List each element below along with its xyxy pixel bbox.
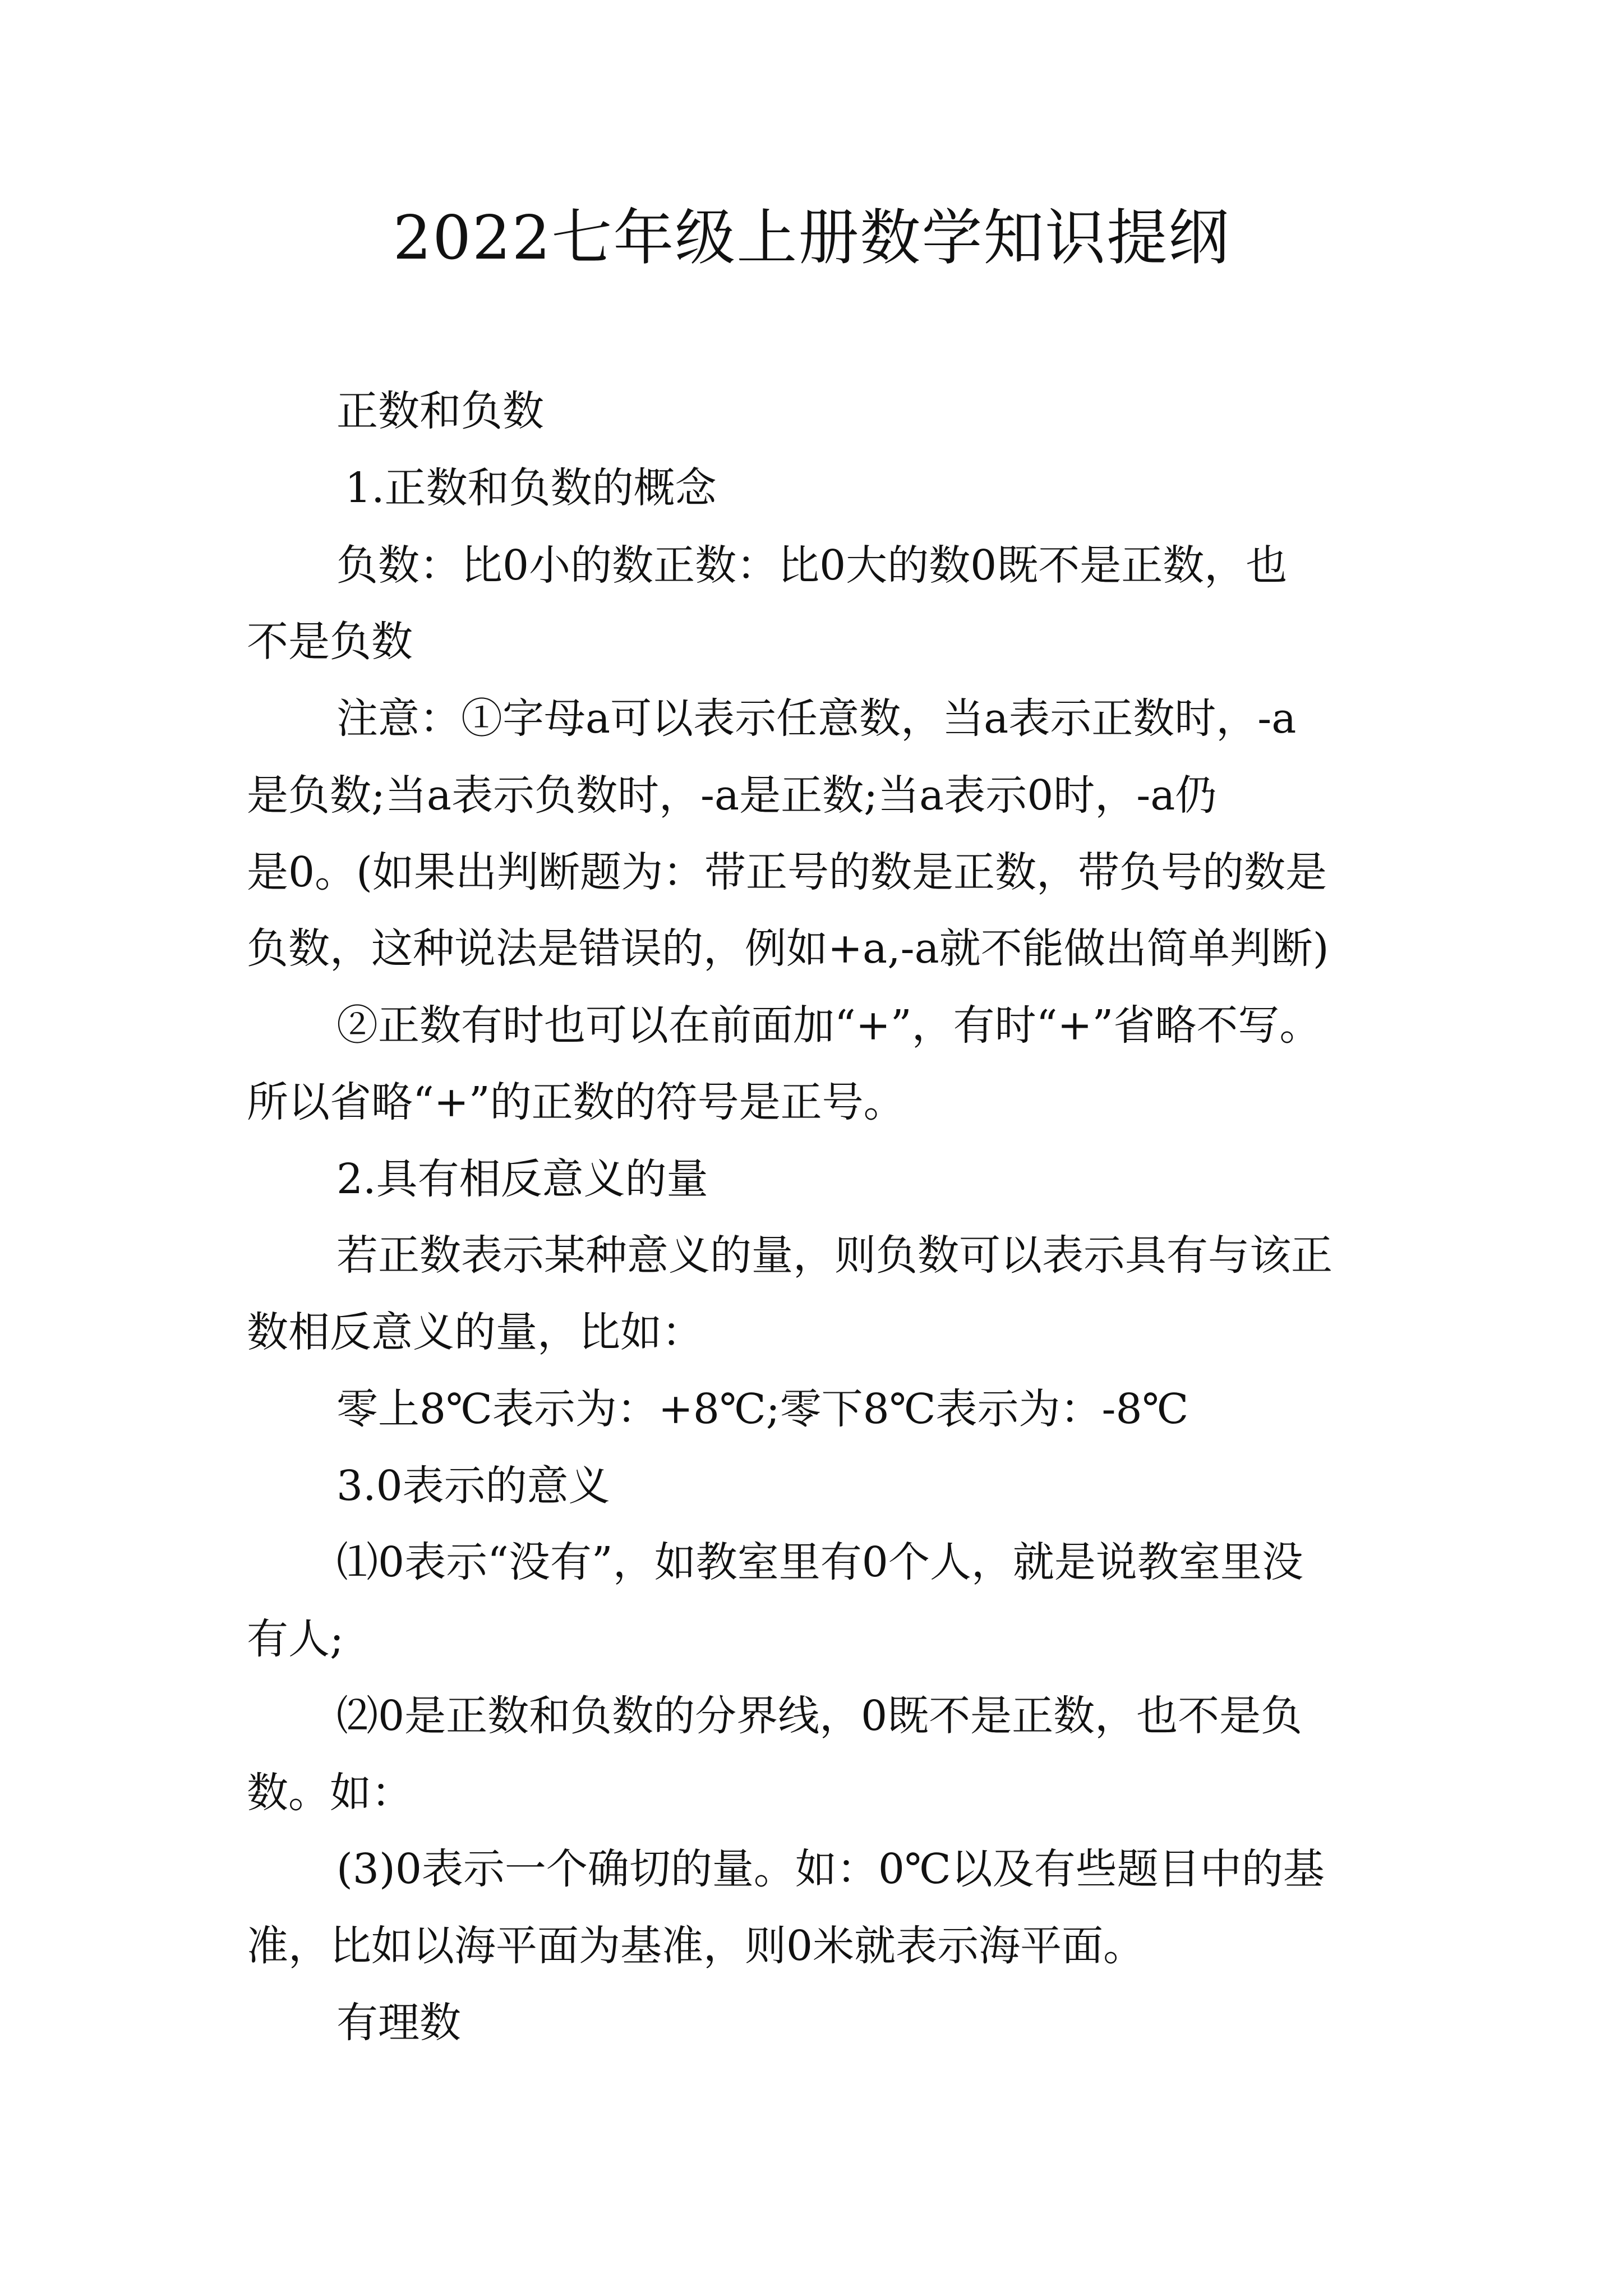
paragraph-line: 所以省略“+”的正数的符号是正号。 bbox=[247, 1078, 905, 1126]
paragraph-line: 若正数表示某种意义的量，则负数可以表示具有与该正 bbox=[336, 1231, 1332, 1280]
document-title: 2022七年级上册数学知识提纲 bbox=[393, 203, 1230, 273]
paragraph-line: 是负数;当a表示负数时，-a是正数;当a表示0时，-a仍 bbox=[247, 771, 1217, 820]
paragraph-line: (3)0表示一个确切的量。如：0℃以及有些题目中的基 bbox=[336, 1845, 1325, 1893]
paragraph-line: ⑴0表示“没有”，如教室里有0个人，就是说教室里没 bbox=[336, 1538, 1303, 1586]
paragraph-line: 准，比如以海平面为基准，则0米就表示海平面。 bbox=[247, 1922, 1145, 1970]
paragraph-line: 是0。(如果出判断题为：带正号的数是正数，带负号的数是 bbox=[247, 848, 1327, 896]
paragraph-line: 负数：比0小的数正数：比0大的数0既不是正数，也 bbox=[336, 541, 1288, 590]
section-heading-rational-numbers: 有理数 bbox=[336, 1999, 461, 2047]
paragraph-line: 数相反意义的量，比如： bbox=[247, 1308, 703, 1356]
subheading-concept: 1.正数和负数的概念 bbox=[345, 464, 717, 512]
paragraph-line: 有人; bbox=[247, 1615, 344, 1663]
subheading-meaning-of-zero: 3.0表示的意义 bbox=[336, 1462, 610, 1510]
paragraph-line: 数。如： bbox=[247, 1769, 413, 1817]
subheading-opposite-quantities: 2.具有相反意义的量 bbox=[336, 1155, 708, 1203]
paragraph-line: 零上8℃表示为：+8℃;零下8℃表示为：-8℃ bbox=[336, 1385, 1189, 1433]
paragraph-line: 不是负数 bbox=[247, 618, 413, 666]
paragraph-line: 负数，这种说法是错误的，例如+a,-a就不能做出简单判断) bbox=[247, 924, 1329, 973]
paragraph-line: ②正数有时也可以在前面加“+”，有时“+”省略不写。 bbox=[336, 1001, 1321, 1050]
section-heading-positive-negative: 正数和负数 bbox=[336, 387, 544, 435]
paragraph-line: ⑵0是正数和负数的分界线，0既不是正数，也不是负 bbox=[336, 1692, 1303, 1740]
paragraph-line: 注意：①字母a可以表示任意数，当a表示正数时，-a bbox=[336, 694, 1297, 743]
